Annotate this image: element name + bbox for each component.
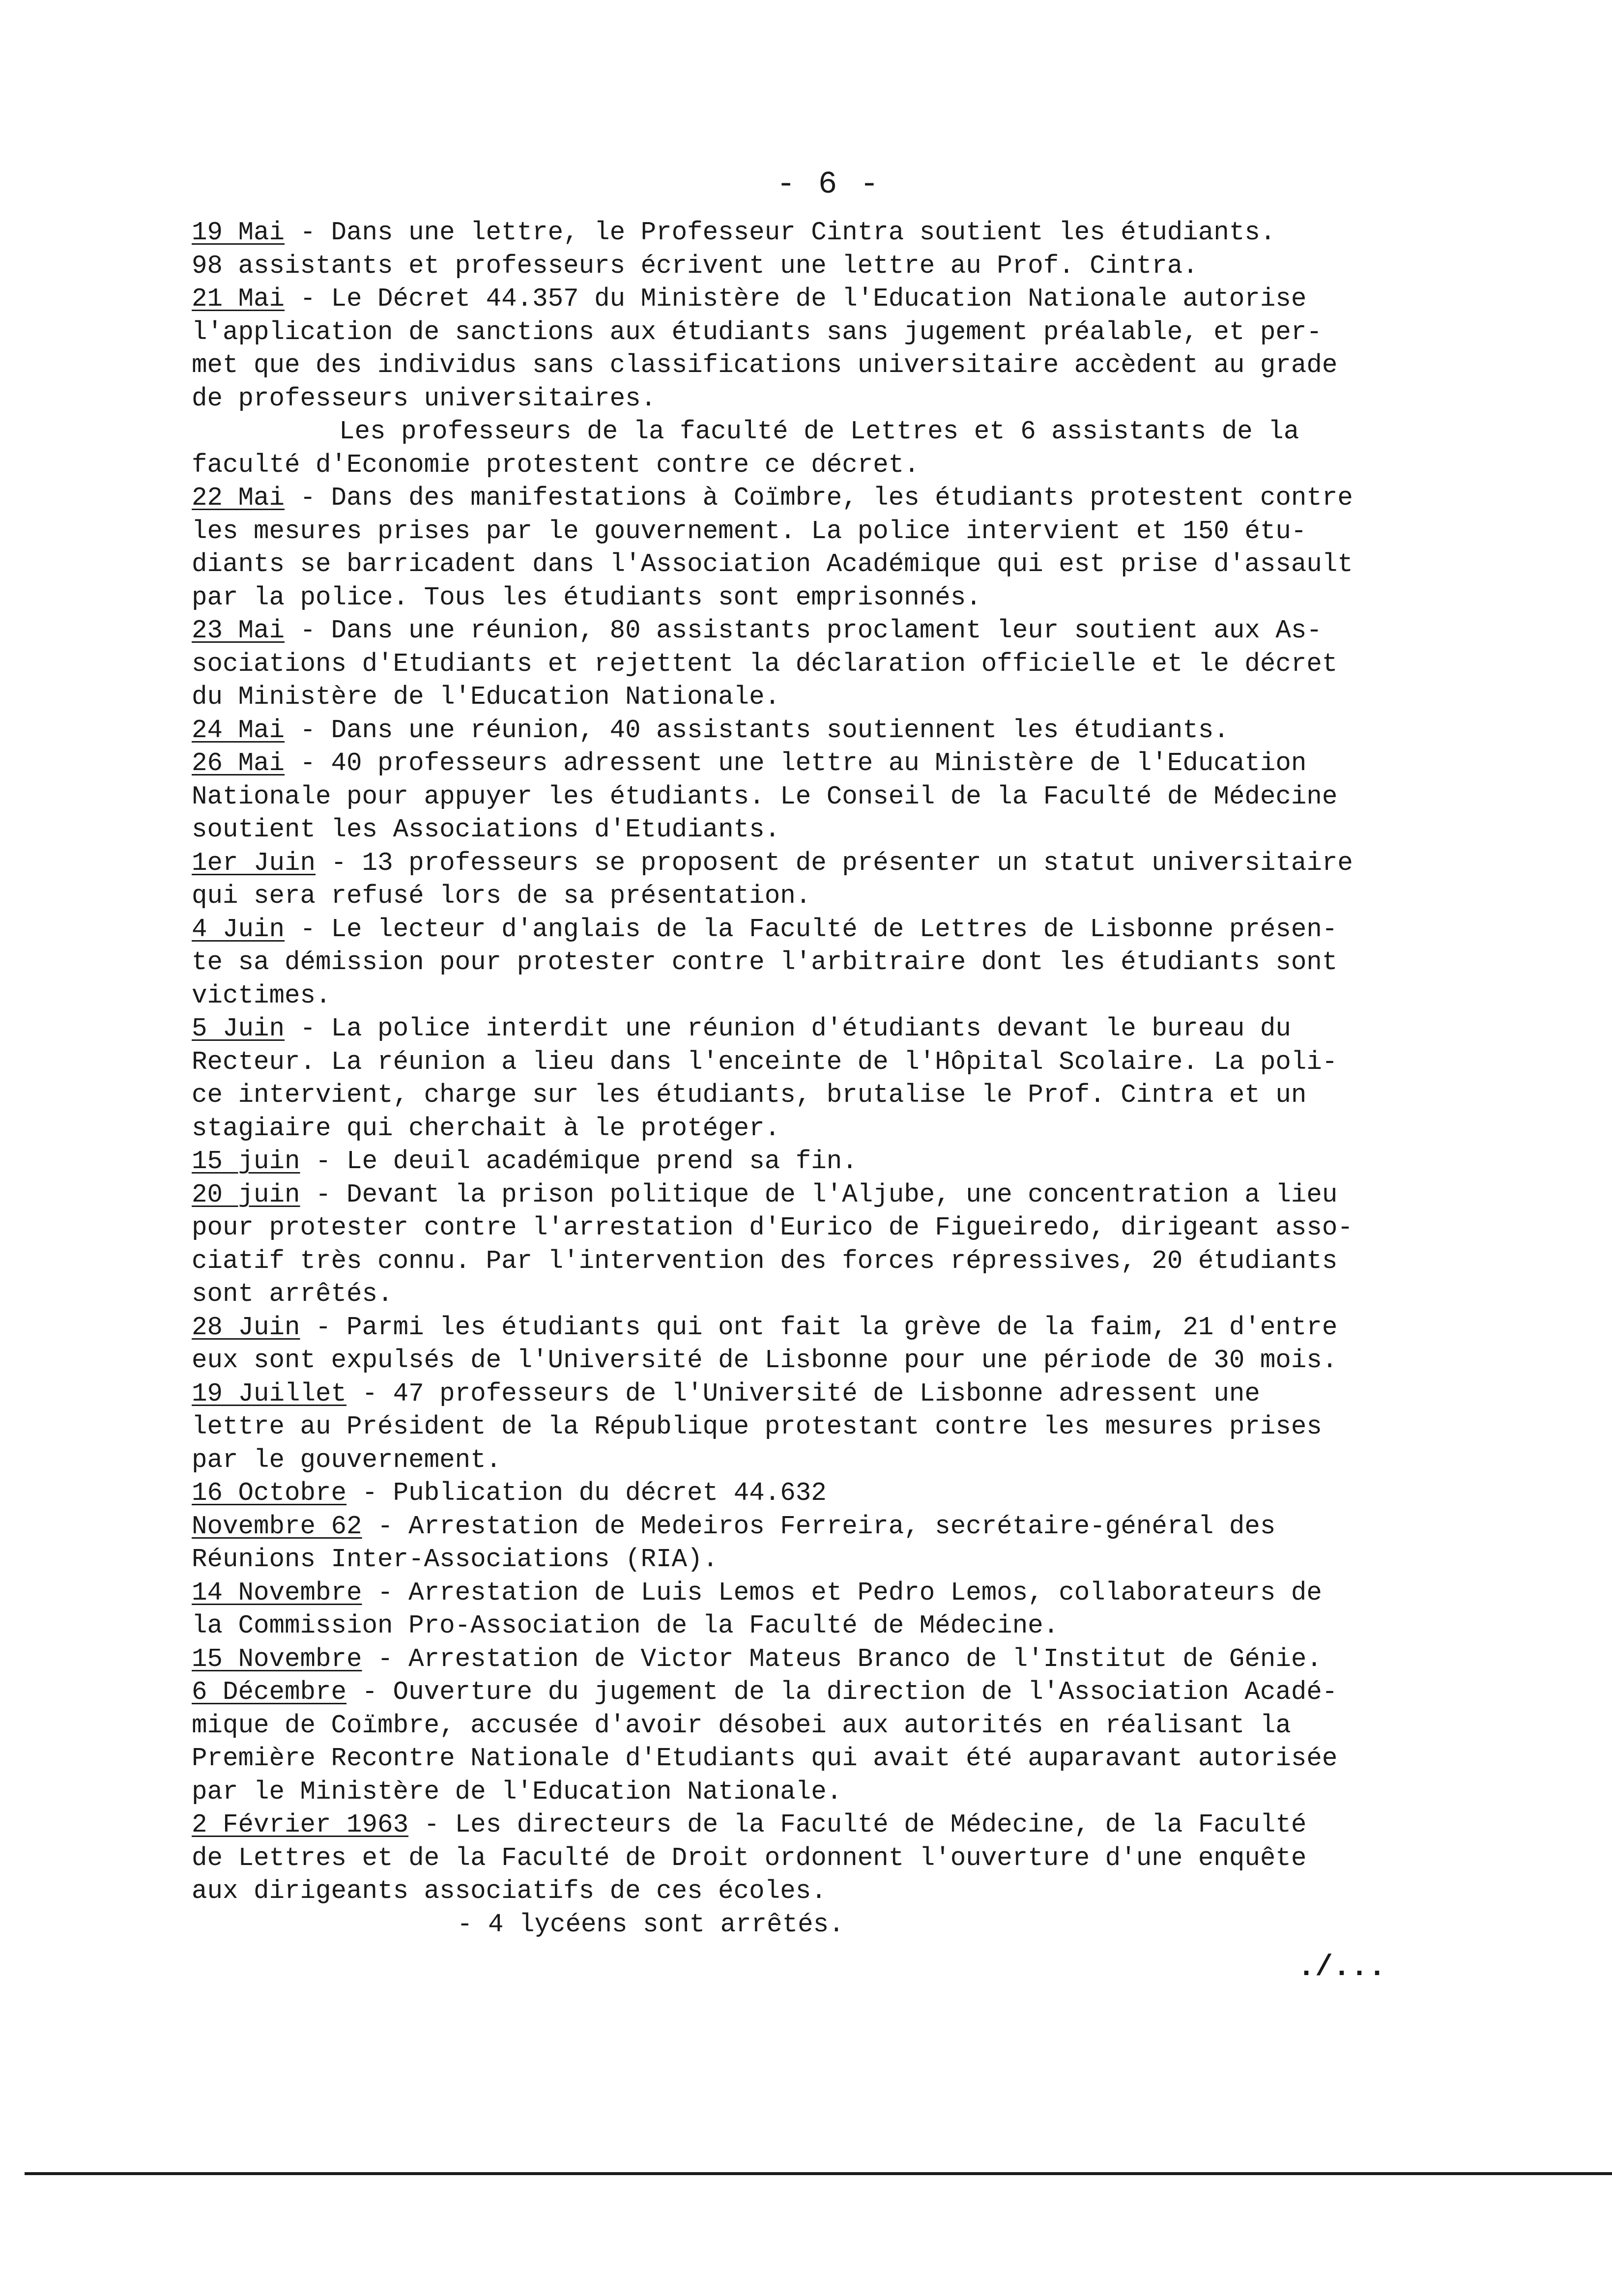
- text-line: [192, 1577, 1430, 1610]
- entry-text: - 4 lycéens sont arrêtés.: [457, 1909, 844, 1939]
- entry-text: - Parmi les étudiants qui ont fait la grève de la faim, 21 d'entre: [300, 1312, 1338, 1342]
- entry-text: par la police. Tous les étudiants sont emprisonnés.: [192, 582, 981, 612]
- entry-text: - La police interdit une réunion d'étudiants devant le bureau du: [285, 1014, 1291, 1043]
- text-line: [192, 1079, 1430, 1112]
- text-line: [192, 1245, 1430, 1278]
- text-line: [192, 847, 1430, 880]
- text-line: [192, 1510, 1430, 1544]
- entry-text: te sa démission pour protester contre l'arbitraire dont les étudiants sont: [192, 947, 1338, 977]
- entry-date: 2 Février 1963: [192, 1810, 409, 1839]
- page-number: - 6 -: [777, 167, 881, 202]
- text-line: [192, 548, 1430, 581]
- entry-text: eux sont expulsés de l'Université de Lisbonne pour une période de 30 mois.: [192, 1346, 1338, 1375]
- text-line: [192, 1410, 1430, 1444]
- entry-date: 19 Juillet: [192, 1378, 347, 1408]
- bottom-rule: [25, 2172, 1612, 2175]
- text-line: [192, 581, 1430, 615]
- entry-date: 28 Juin: [192, 1312, 300, 1342]
- entry-text: stagiaire qui cherchait à le protéger.: [192, 1113, 780, 1143]
- text-line: [192, 1676, 1430, 1709]
- text-line: [192, 1908, 1430, 1942]
- text-line: [192, 1444, 1430, 1477]
- entry-text: - Arrestation de Victor Mateus Branco de l'Institut de Génie.: [362, 1644, 1322, 1674]
- entry-text: sociations d'Etudiants et rejettent la déclaration officielle et le décret: [192, 649, 1338, 679]
- text-line: [192, 1012, 1430, 1046]
- text-line: [192, 349, 1430, 382]
- entry-text: Les professeurs de la faculté de Lettres et 6 assistants de la: [339, 417, 1299, 446]
- entry-date: 21 Mai: [192, 284, 285, 314]
- text-line: [192, 1842, 1430, 1875]
- text-line: [192, 1145, 1430, 1178]
- text-line: [192, 946, 1430, 979]
- text-line: [192, 648, 1430, 681]
- entry-text: ce intervient, charge sur les étudiants, brutalise le Prof. Cintra et un: [192, 1080, 1307, 1110]
- text-line: [192, 1875, 1430, 1908]
- entry-text: les mesures prises par le gouvernement. La police intervient et 150 étu-: [192, 516, 1307, 546]
- text-line: [192, 780, 1430, 814]
- entry-text: par le gouvernement.: [192, 1445, 502, 1475]
- text-line: [192, 1112, 1430, 1146]
- entry-text: - Le deuil académique prend sa fin.: [300, 1147, 858, 1176]
- entry-date: 23 Mai: [192, 616, 285, 645]
- text-line: [192, 1344, 1430, 1378]
- entry-text: - 40 professeurs adressent une lettre au Ministère de l'Education: [285, 748, 1307, 778]
- entry-date: 1er Juin: [192, 848, 316, 878]
- entry-date: 5 Juin: [192, 1014, 285, 1043]
- text-line: [192, 979, 1430, 1013]
- entry-text: sont arrêtés.: [192, 1279, 393, 1309]
- entry-text: - Les directeurs de la Faculté de Médecine, de la Faculté: [408, 1810, 1307, 1839]
- entry-text: victimes.: [192, 980, 331, 1010]
- entry-text: - Publication du décret 44.632: [346, 1478, 827, 1508]
- entry-text: mique de Coïmbre, accusée d'avoir désobei aux autorités en réalisant la: [192, 1710, 1291, 1740]
- text-line: [192, 681, 1430, 714]
- entry-text: met que des individus sans classifications universitaire accèdent au grade: [192, 350, 1338, 380]
- entry-date: 16 Octobre: [192, 1478, 347, 1508]
- document-body: [192, 216, 1430, 1941]
- entry-text: 98 assistants et professeurs écrivent une lettre au Prof. Cintra.: [192, 251, 1198, 281]
- entry-text: du Ministère de l'Education Nationale.: [192, 682, 780, 712]
- text-line: [192, 1477, 1430, 1510]
- entry-text: - Dans une réunion, 80 assistants proclament leur soutient aux As-: [285, 616, 1322, 645]
- text-line: [192, 316, 1430, 349]
- entry-text: pour protester contre l'arrestation d'Eurico de Figueiredo, dirigeant asso-: [192, 1213, 1353, 1242]
- text-line: [192, 1378, 1430, 1411]
- text-line: [192, 1776, 1430, 1809]
- text-line: [192, 415, 1430, 449]
- entry-text: ciatif très connu. Par l'intervention des forces répressives, 20 étudiants: [192, 1246, 1338, 1276]
- entry-date: 14 Novembre: [192, 1578, 362, 1607]
- entry-text: lettre au Président de la République protestant contre les mesures prises: [192, 1412, 1322, 1441]
- text-line: [192, 1178, 1430, 1212]
- text-line: [192, 1742, 1430, 1776]
- entry-date: 24 Mai: [192, 715, 285, 745]
- entry-text: - Dans des manifestations à Coïmbre, les étudiants protestent contre: [285, 483, 1353, 513]
- text-line: [192, 283, 1430, 316]
- entry-text: - Le lecteur d'anglais de la Faculté de Lettres de Lisbonne présen-: [285, 914, 1338, 944]
- entry-text: faculté d'Economie protestent contre ce décret.: [192, 450, 920, 480]
- text-line: [192, 1543, 1430, 1577]
- text-line: [192, 482, 1430, 515]
- entry-text: aux dirigeants associatifs de ces écoles.: [192, 1876, 827, 1906]
- entry-text: - Dans une réunion, 40 assistants soutiennent les étudiants.: [285, 715, 1229, 745]
- entry-text: l'application de sanctions aux étudiants sans jugement préalable, et per-: [192, 317, 1322, 347]
- entry-text: - Le Décret 44.357 du Ministère de l'Education Nationale autorise: [285, 284, 1307, 314]
- entry-date: 26 Mai: [192, 748, 285, 778]
- text-line: [192, 714, 1430, 747]
- text-line: [192, 880, 1430, 913]
- text-line: [192, 216, 1430, 250]
- entry-text: la Commission Pro-Association de la Faculté de Médecine.: [192, 1611, 1059, 1640]
- entry-text: - Arrestation de Luis Lemos et Pedro Lemos, collaborateurs de: [362, 1578, 1322, 1607]
- text-line: [192, 382, 1430, 416]
- entry-text: qui sera refusé lors de sa présentation.: [192, 881, 811, 911]
- entry-text: - 13 professeurs se proposent de présenter un statut universitaire: [316, 848, 1353, 878]
- text-line: [192, 449, 1430, 482]
- continued-mark: ./...: [1297, 1951, 1386, 1984]
- entry-text: Réunions Inter-Associations (RIA).: [192, 1545, 719, 1574]
- text-line: [192, 1311, 1430, 1345]
- entry-text: - Devant la prison politique de l'Aljube, une concentration a lieu: [300, 1179, 1338, 1209]
- text-line: [192, 1609, 1430, 1643]
- entry-date: 15 Novembre: [192, 1644, 362, 1674]
- entry-date: Novembre 62: [192, 1511, 362, 1541]
- entry-date: 19 Mai: [192, 218, 285, 247]
- text-line: [192, 1808, 1430, 1842]
- entry-text: - Dans une lettre, le Professeur Cintra soutient les étudiants.: [285, 218, 1276, 247]
- text-line: [192, 614, 1430, 648]
- entry-date: 6 Décembre: [192, 1677, 347, 1707]
- entry-text: Première Recontre Nationale d'Etudiants qui avait été auparavant autorisée: [192, 1744, 1338, 1773]
- text-line: [192, 747, 1430, 780]
- entry-text: par le Ministère de l'Education Nationale.: [192, 1777, 842, 1807]
- text-line: [192, 913, 1430, 947]
- text-line: [192, 1709, 1430, 1743]
- entry-text: - Ouverture du jugement de la direction de l'Association Acadé-: [346, 1677, 1338, 1707]
- text-line: [192, 1278, 1430, 1311]
- entry-date: 4 Juin: [192, 914, 285, 944]
- entry-text: de professeurs universitaires.: [192, 383, 657, 413]
- entry-text: soutient les Associations d'Etudiants.: [192, 815, 780, 844]
- text-line: [192, 515, 1430, 548]
- text-line: [192, 1643, 1430, 1676]
- entry-text: - 47 professeurs de l'Université de Lisbonne adressent une: [346, 1378, 1260, 1408]
- entry-text: - Arrestation de Medeiros Ferreira, secrétaire-général des: [362, 1511, 1276, 1541]
- entry-text: Nationale pour appuyer les étudiants. Le Conseil de la Faculté de Médecine: [192, 781, 1338, 811]
- entry-text: de Lettres et de la Faculté de Droit ordonnent l'ouverture d'une enquête: [192, 1843, 1307, 1873]
- text-line: [192, 1211, 1430, 1245]
- entry-date: 15 juin: [192, 1147, 300, 1176]
- text-line: [192, 813, 1430, 847]
- entry-date: 20 juin: [192, 1179, 300, 1209]
- text-line: [192, 1046, 1430, 1079]
- text-line: [192, 250, 1430, 283]
- entry-date: 22 Mai: [192, 483, 285, 513]
- entry-text: Recteur. La réunion a lieu dans l'enceinte de l'Hôpital Scolaire. La poli-: [192, 1047, 1338, 1077]
- entry-text: diants se barricadent dans l'Association Académique qui est prise d'assault: [192, 549, 1353, 579]
